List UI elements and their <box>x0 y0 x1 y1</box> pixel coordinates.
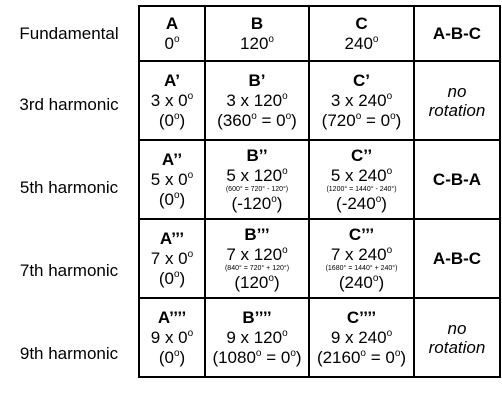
phase-label: A’’ <box>161 149 183 169</box>
result: (120$^o$) <box>234 272 280 292</box>
table-row-7th-harmonic <box>139 219 500 298</box>
reduction-detail: (1680° = 1440° + 240°) <box>325 264 398 272</box>
multiplication: 9 x 240$^o$ <box>330 327 393 347</box>
phase-label: C’’’ <box>348 224 375 244</box>
result: (-240$^o$) <box>336 193 387 213</box>
table-row-5th-harmonic <box>139 140 500 219</box>
phase-label: B’’’’ <box>242 307 272 327</box>
cell-a-3rd <box>139 61 205 140</box>
table-row-fundamental <box>139 6 500 61</box>
multiplication: 3 x 120$^o$ <box>226 90 288 110</box>
phase-label: C’’ <box>350 145 373 165</box>
multiplication: 9 x 120$^o$ <box>226 327 288 347</box>
result: (0$^o$) <box>158 189 186 209</box>
sequence-7th: A-B-C <box>414 219 500 298</box>
multiplication: 5 x 0$^o$ <box>150 169 194 189</box>
phase-label: B’ <box>248 70 266 90</box>
row-label-5th-harmonic: 5th harmonic <box>19 178 119 197</box>
phase-label: C’ <box>353 70 370 90</box>
multiplication: 9 x 0$^o$ <box>150 327 194 347</box>
phase-label: C’’’’ <box>346 307 377 327</box>
sequence-9th: no rotation <box>414 298 500 377</box>
result: $(1080^o = 0^o)$ <box>212 347 302 367</box>
result: (0$^o$) <box>158 268 186 288</box>
reduction-detail: (840° = 720° + 120°) <box>224 264 290 272</box>
multiplication: 3 x 0$^o$ <box>150 90 194 110</box>
cell-a-9th <box>139 298 205 377</box>
cell-c-3rd <box>309 61 414 140</box>
reduction-detail: (1200° = 1440° - 240°) <box>326 185 397 193</box>
cell-b-7th <box>205 219 309 298</box>
table-row-3rd-harmonic <box>139 61 500 140</box>
result: (0$^o$) <box>158 347 186 367</box>
cell-b-fundamental <box>205 6 309 61</box>
cell-b-5th <box>205 140 309 219</box>
cell-b-3rd <box>205 61 309 140</box>
phase-angle: 240$^o$ <box>344 33 379 53</box>
result: (-120$^o$) <box>231 193 283 213</box>
phase-label: B’’’ <box>244 224 270 244</box>
multiplication: 3 x 240$^o$ <box>330 90 393 110</box>
phase-angle: 0$^o$ <box>164 33 180 53</box>
row-label-9th-harmonic: 9th harmonic <box>19 344 119 363</box>
row-label-7th-harmonic: 7th harmonic <box>19 261 119 280</box>
reduction-detail: (600° = 720° - 120°) <box>225 185 289 193</box>
phase-angle: 120$^o$ <box>240 33 274 53</box>
phase-label: A <box>165 13 179 33</box>
cell-b-9th <box>205 298 309 377</box>
cell-a-fundamental <box>139 6 205 61</box>
phase-label: B <box>250 13 264 33</box>
harmonic-phase-table <box>138 5 501 378</box>
phase-label: A’ <box>163 70 181 90</box>
result: $(720^o = 0^o)$ <box>321 110 402 130</box>
phase-label: C <box>355 13 368 33</box>
sequence-fundamental: A-B-C <box>414 6 500 61</box>
row-label-fundamental: Fundamental <box>19 24 119 43</box>
cell-c-fundamental <box>309 6 414 61</box>
result: $(360^o = 0^o)$ <box>217 110 297 130</box>
cell-c-7th <box>309 219 414 298</box>
table-row-9th-harmonic <box>139 298 500 377</box>
phase-label: A’’’ <box>159 228 185 248</box>
sequence-5th: C-B-A <box>414 140 500 219</box>
result: (240$^o$) <box>338 272 385 292</box>
multiplication: 5 x 120$^o$ <box>226 165 288 185</box>
phase-label: B’’ <box>246 145 268 165</box>
sequence-3rd: no rotation <box>414 61 500 140</box>
cell-a-5th <box>139 140 205 219</box>
multiplication: 7 x 120$^o$ <box>226 244 288 264</box>
cell-a-7th <box>139 219 205 298</box>
multiplication: 5 x 240$^o$ <box>330 165 393 185</box>
result: $(2160^o = 0^o)$ <box>316 347 407 367</box>
result: (0$^o$) <box>158 110 186 130</box>
cell-c-9th <box>309 298 414 377</box>
cell-c-5th <box>309 140 414 219</box>
phase-label: A’’’’ <box>157 307 187 327</box>
multiplication: 7 x 0$^o$ <box>150 248 194 268</box>
row-label-3rd-harmonic: 3rd harmonic <box>19 95 119 114</box>
multiplication: 7 x 240$^o$ <box>330 244 393 264</box>
